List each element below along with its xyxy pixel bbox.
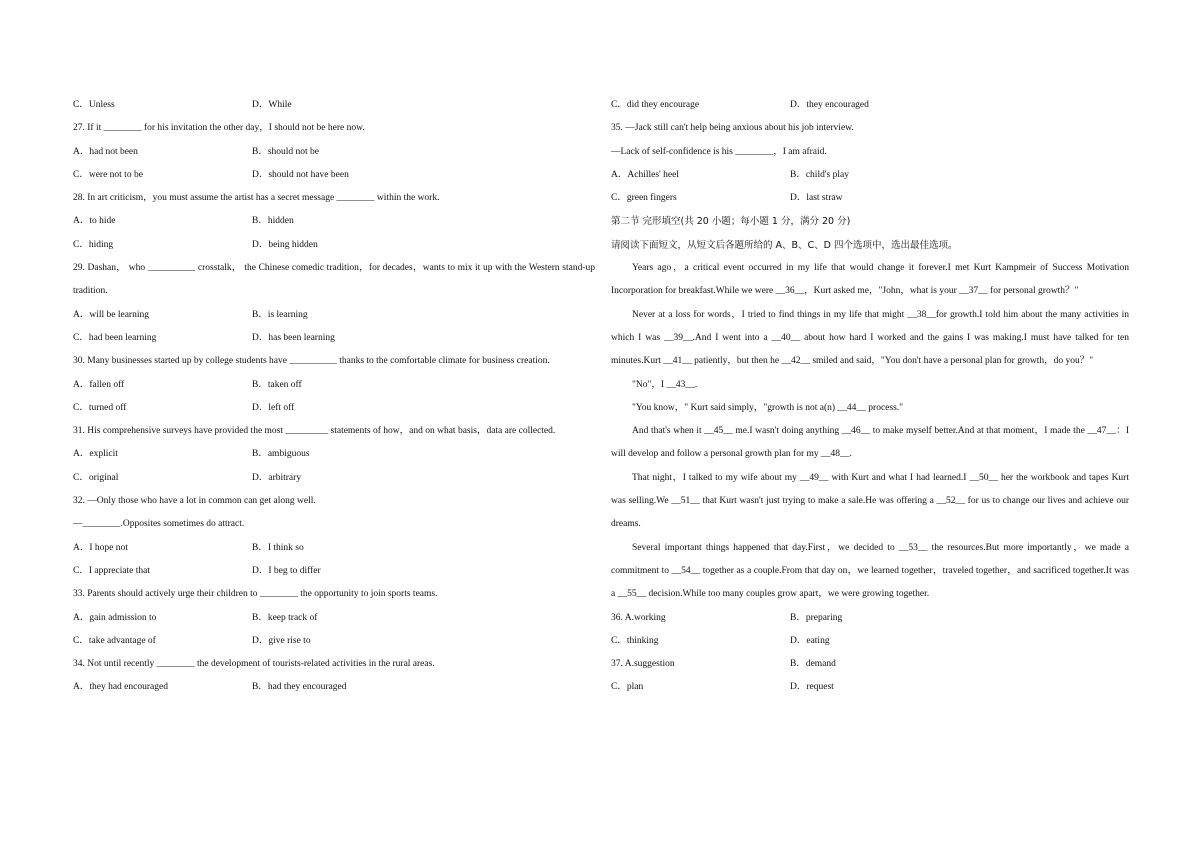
- question-35-response: —Lack of self-confidence is his ________，I am afraid.: [611, 146, 827, 157]
- q37-options-cd: C．plan D．request: [611, 682, 834, 693]
- question-33: 33. Parents should actively urge their children to ________ the opportunity to join sports teams.: [73, 589, 438, 600]
- q30-options-cd: C．turned off D．left off: [73, 402, 295, 413]
- question-27: 27. If it ________ for his invitation the other day，I should not be here now.: [73, 123, 365, 134]
- q36-options-cd: C．thinking D．eating: [611, 635, 830, 646]
- q34-options-ab: A．they had encouraged B．had they encouraged: [73, 682, 347, 693]
- question-28: 28. In art criticism，you must assume the artist has a secret message ________ within the work.: [73, 193, 440, 204]
- q29-options-cd: C．had been learning D．has been learning: [73, 332, 335, 343]
- q35-options-cd: C．green fingers D．last straw: [611, 193, 843, 204]
- q29-options-ab: A．will be learning B．is learning: [73, 309, 308, 320]
- q31-options-ab: A．explicit B．ambiguous: [73, 449, 310, 460]
- q34-options-cd: C．did they encourage D．they encouraged: [611, 100, 869, 110]
- question-29: 29. Dashan， who __________ crosstalk， the Chinese comedic tradition，for decades，wants to mix it up with the Western stand-up tradition.: [73, 263, 595, 297]
- question-35-prompt: 35. —Jack still can't help being anxious about his job interview.: [611, 123, 854, 134]
- q32-options-ab: A．I hope not B．I think so: [73, 542, 304, 553]
- question-34: 34. Not until recently ________ the development of tourists-related activities in the rural areas.: [73, 659, 435, 670]
- section-instruction: 请阅读下面短文，从短文后各题所给的 A、B、C、D 四个选项中，选出最佳选项。: [611, 239, 958, 251]
- q33-options-ab: A．gain admission to B．keep track of: [73, 612, 318, 623]
- passage-paragraph-6: That night，I talked to my wife about my __49__ with Kurt and what I had learned.I __50__ her the workbook and tapes Kurt was selling.We __51__ that Kurt wasn't just trying to make a sale.He was offering a __52__ for us to change our lives and achieve our dreams.: [611, 472, 1129, 530]
- left-column: [73, 94, 595, 700]
- q30-options-ab: A．fallen off B．taken off: [73, 379, 302, 390]
- section-heading: 第二节 完形填空(共 20 小题；每小题 1 分，满分 20 分): [611, 216, 851, 228]
- q28-options-cd: C．hiding D．being hidden: [73, 239, 318, 250]
- q36-options-ab: 36. A.working B．preparing: [611, 612, 843, 623]
- q31-options-cd: C．original D．arbitrary: [73, 472, 302, 483]
- question-32-prompt: 32. —Only those who have a lot in common can get along well.: [73, 496, 316, 507]
- passage-paragraph-7: Several important things happened that day.First，we decided to __53__ the resources.But more importantly，we made a commitment to __54__ together as a couple.From that day on，we learned together，traveled together，and sacrificed together.It was a __55__ decision.While too many couples grow apart，we were growing together.: [611, 542, 1129, 600]
- question-31: 31. His comprehensive surveys have provided the most _________ statements of how，and on what basis，data are collected.: [73, 426, 556, 437]
- passage-paragraph-3: "No"，I __43__.: [632, 379, 698, 390]
- question-32-response: —________.Opposites sometimes do attract.: [73, 519, 245, 530]
- passage-paragraph-1: Years ago，a critical event occurred in my life that would change it forever.I met Kurt Kampmeir of Success Motivation Incorporation for breakfast.While we were __36__，Kurt asked me，"John，what is your __37__ for personal growth？": [611, 263, 1129, 297]
- right-column: [611, 94, 1129, 700]
- q28-options-ab: A．to hide B．hidden: [73, 216, 294, 227]
- q35-options-ab: A．Achilles' heel B．child's play: [611, 169, 849, 180]
- q33-options-cd: C．take advantage of D．give rise to: [73, 635, 311, 646]
- q27-options-ab: A．had not been B．should not be: [73, 146, 320, 157]
- q26-options-cd: C．Unless D．While: [73, 100, 292, 110]
- q37-options-ab: 37. A.suggestion B．demand: [611, 659, 836, 670]
- passage-paragraph-2: Never at a loss for words，I tried to find things in my life that might __38__for growth.I told him about the many activities in which I was __39__.And I went into a __40__ about how hard I worked and the gains I was making.I must have talked for ten minutes.Kurt __41__ patiently，but then he __42__ smiled and said，"You don't have a personal plan for growth，do you？": [611, 309, 1129, 367]
- passage-paragraph-5: And that's when it __45__ me.I wasn't doing anything __46__ to make myself better.And at that moment，I made the __47__：I will develop and follow a personal growth plan for my __48__.: [611, 426, 1129, 460]
- question-30: 30. Many businesses started up by college students have __________ thanks to the comfortable climate for business creation.: [73, 356, 550, 367]
- q32-options-cd: C．I appreciate that D．I beg to differ: [73, 565, 321, 576]
- passage-paragraph-4: "You know，" Kurt said simply，"growth is not a(n) __44__ process.": [632, 402, 904, 413]
- q27-options-cd: C．were not to be D．should not have been: [73, 169, 349, 180]
